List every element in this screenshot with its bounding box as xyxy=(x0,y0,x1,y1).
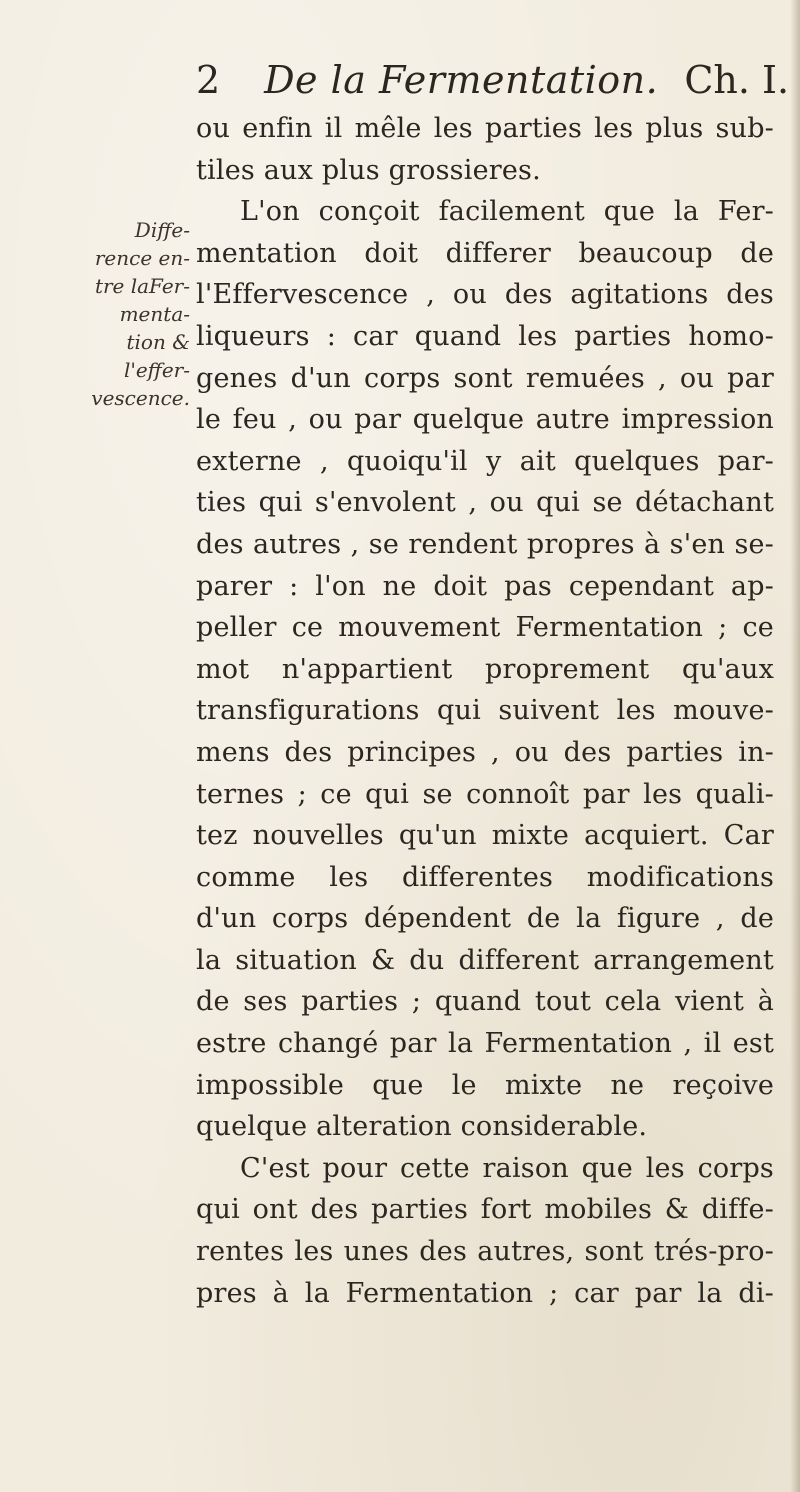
text-line: le feu , ou par quelque autre impression xyxy=(196,404,774,436)
text-line: parer : l'on ne doit pas cependant ap- xyxy=(196,570,774,602)
margin-note-line: tion & xyxy=(126,330,190,354)
text-line: quelque alteration considerable. xyxy=(196,1111,648,1143)
text-line: la situation & du different arrangement xyxy=(196,944,774,976)
text-line: liqueurs : car quand les parties homo- xyxy=(196,320,774,352)
margin-note-line: rence en- xyxy=(94,246,190,270)
text-line: de ses parties ; quand tout cela vient à xyxy=(196,986,774,1018)
margin-note-line: Diffe- xyxy=(134,218,190,242)
text-line: tiles aux plus grossieres. xyxy=(196,154,541,186)
text-line: pres à la Fermentation ; car par la di- xyxy=(196,1277,774,1309)
text-line: impossible que le mixte ne reçoive xyxy=(196,1069,774,1101)
text-line: estre changé par la Fermentation , il est xyxy=(196,1028,774,1060)
margin-note-line: l'effer- xyxy=(123,358,190,382)
text-line: L'on conçoit facilement que la Fer- xyxy=(240,196,774,228)
margin-note xyxy=(70,216,190,412)
page-edge-shadow xyxy=(790,0,800,1492)
page-number: 2 xyxy=(196,58,221,102)
text-line: mot n'appartient proprement qu'aux xyxy=(196,653,774,685)
text-line: peller ce mouvement Fermentation ; ce xyxy=(196,612,774,644)
text-line: ties qui s'envolent , ou qui se détachant xyxy=(196,487,774,519)
body-text xyxy=(196,108,774,1314)
text-line: rentes les unes des autres, sont trés-pro- xyxy=(196,1236,774,1268)
text-line: tez nouvelles qu'un mixte acquiert. Car xyxy=(196,820,774,852)
text-line: l'Effervescence , ou des agitations des xyxy=(196,279,774,311)
text-line: transfigurations qui suivent les mouve- xyxy=(196,695,774,727)
text-line: d'un corps dépendent de la figure , de xyxy=(196,903,774,935)
chapter-label: Ch. I. xyxy=(684,58,790,102)
margin-note-line: tre laFer- xyxy=(94,274,190,298)
margin-note-line: menta- xyxy=(119,302,190,326)
text-line: qui ont des parties fort mobiles & diffe- xyxy=(196,1194,774,1226)
text-line: ou enfin il mêle les parties les plus sub- xyxy=(196,113,774,144)
text-line: genes d'un corps sont remuées , ou par xyxy=(196,362,774,394)
text-line: mens des principes , ou des parties in- xyxy=(196,736,774,768)
text-line: des autres , se rendent propres à s'en se- xyxy=(196,528,774,560)
text-line: ternes ; ce qui se connoît par les quali- xyxy=(196,778,774,810)
text-line: mentation doit differer beaucoup de xyxy=(196,237,774,269)
text-line: externe , quoiqu'il y ait quelques par- xyxy=(196,445,774,477)
margin-note-line: vescence. xyxy=(91,386,190,410)
text-line: C'est pour cette raison que les corps xyxy=(240,1152,774,1184)
text-line: comme les differentes modifications xyxy=(196,861,774,893)
running-title: De la Fermentation. xyxy=(264,58,659,102)
page-header xyxy=(196,56,790,104)
